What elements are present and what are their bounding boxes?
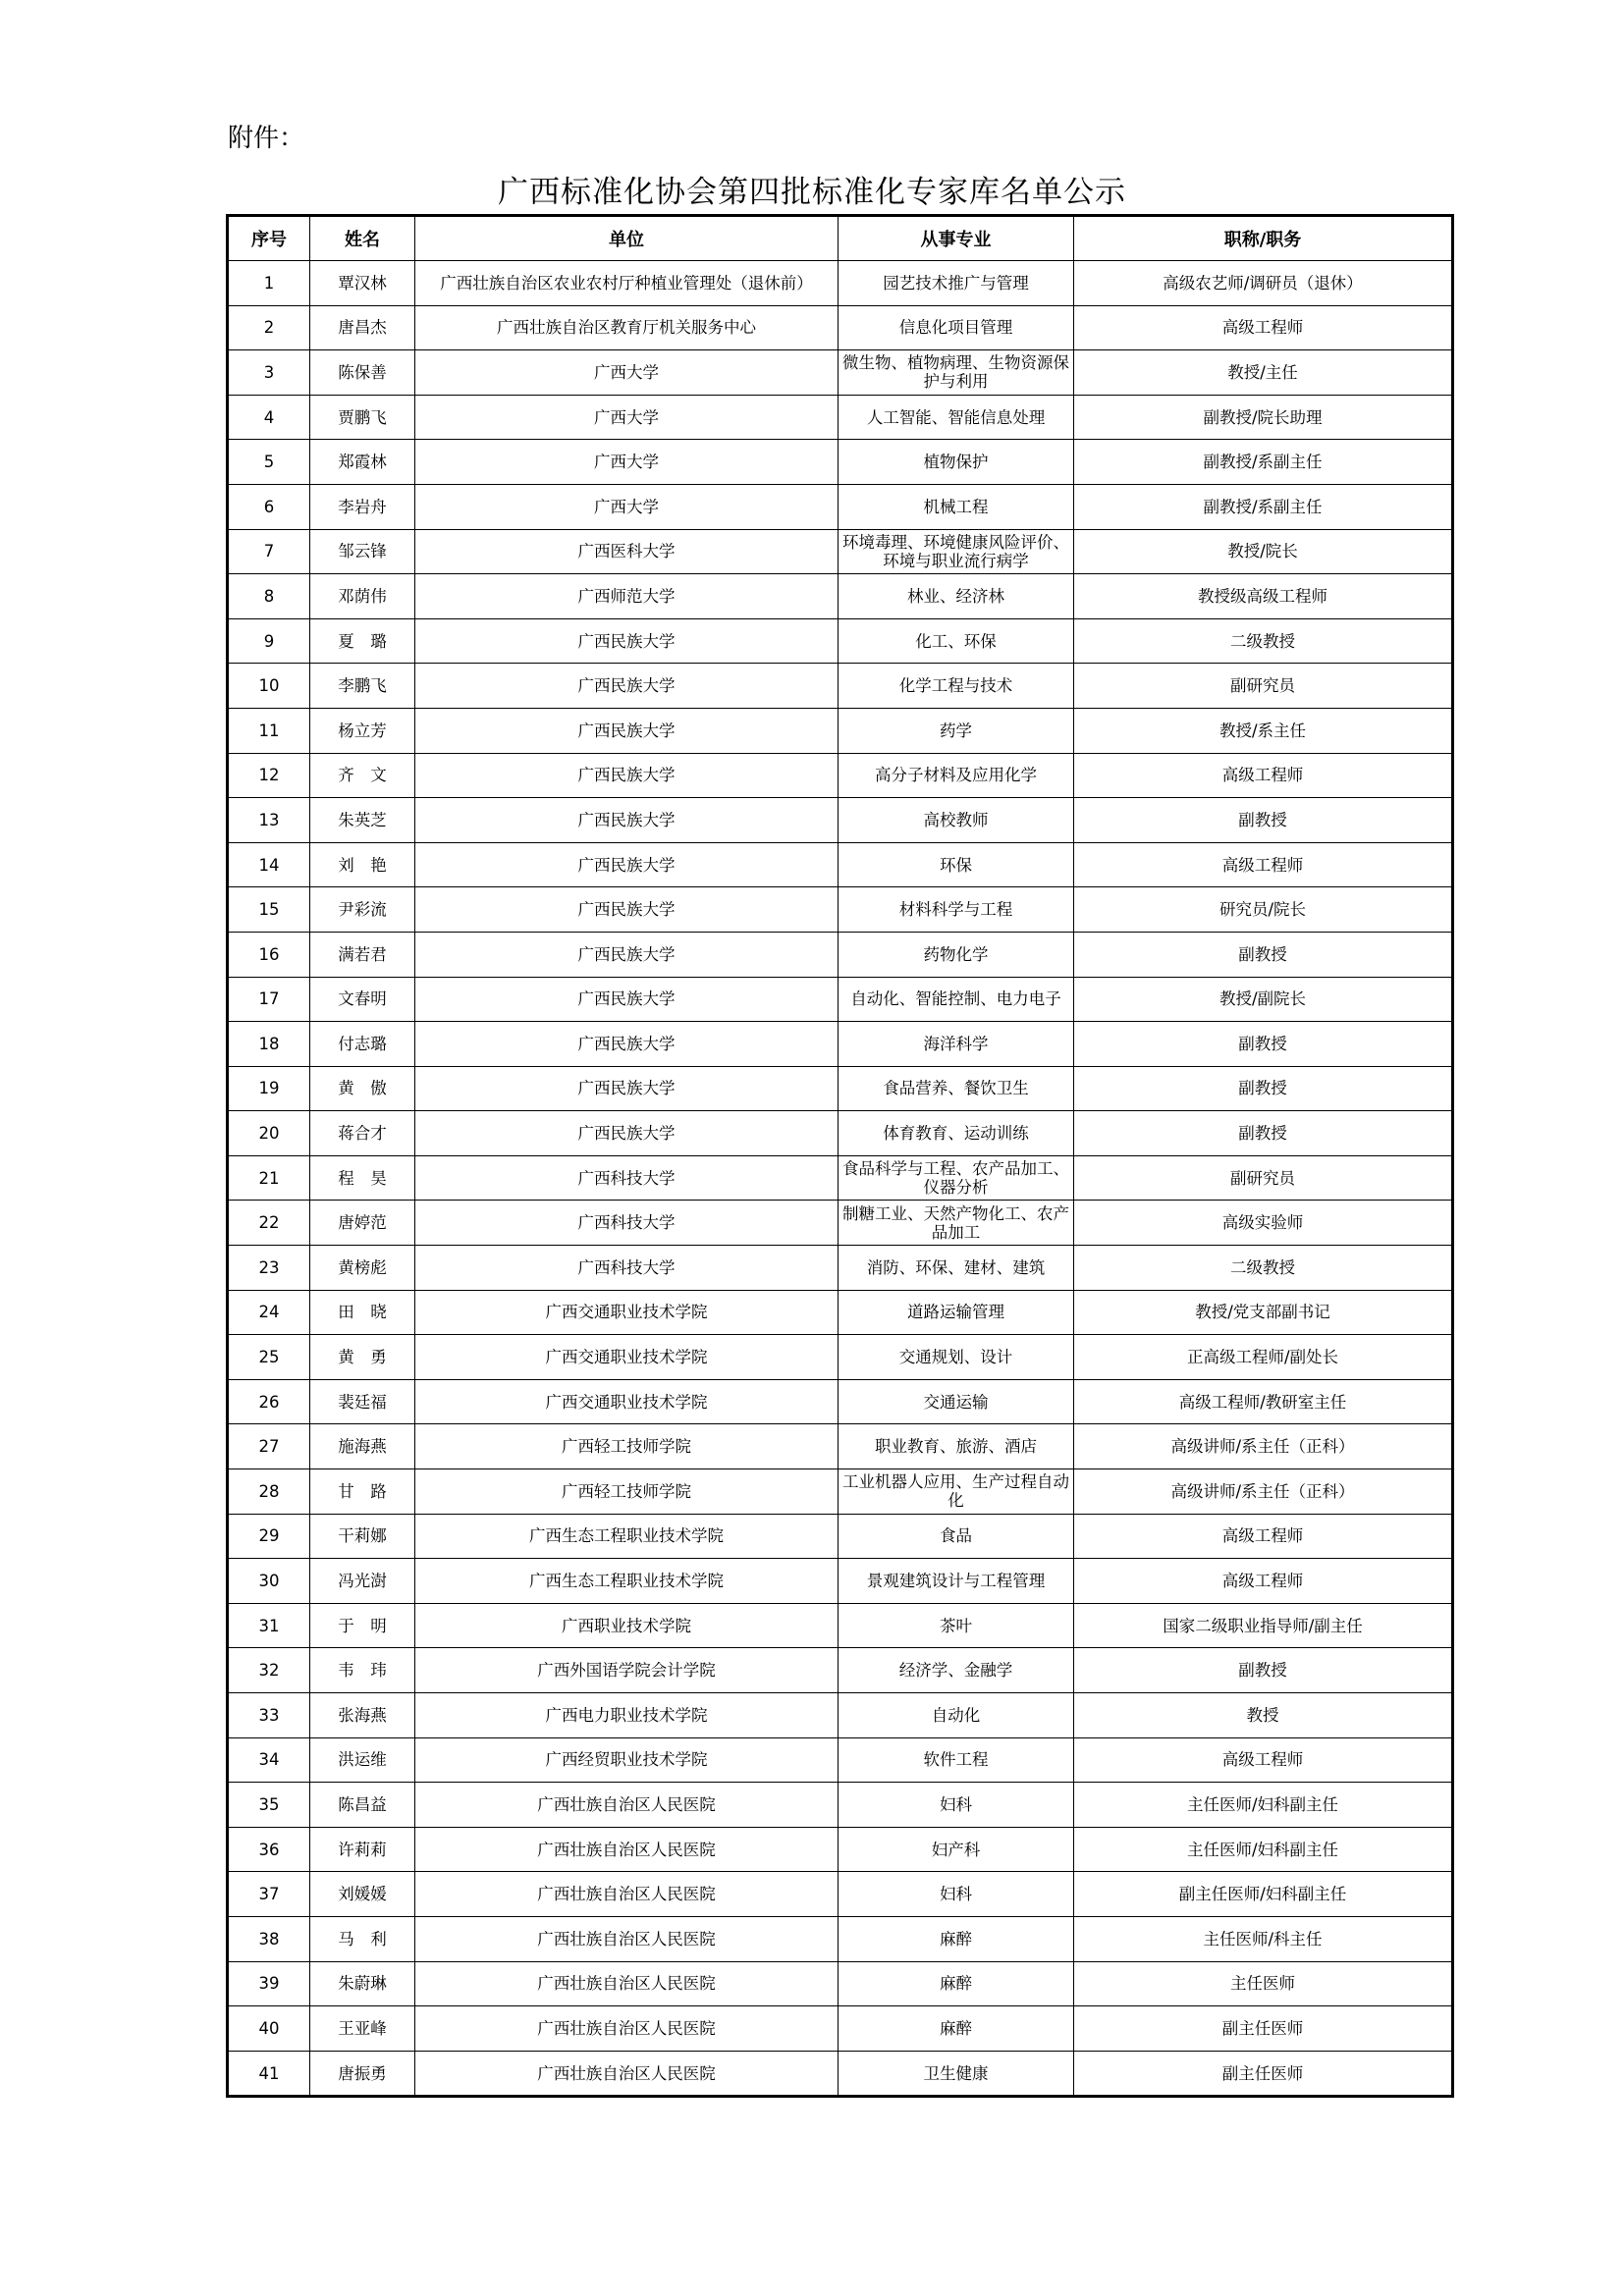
cell-index: 18 [228, 1022, 310, 1067]
cell-organization: 广西民族大学 [415, 977, 839, 1022]
cell-title-position: 二级教授 [1074, 1246, 1453, 1291]
cell-index: 22 [228, 1201, 310, 1246]
cell-title-position: 副研究员 [1074, 1155, 1453, 1201]
cell-name: 夏 璐 [310, 618, 415, 664]
cell-index: 9 [228, 618, 310, 664]
table-row [228, 529, 1453, 574]
cell-title-position: 副教授 [1074, 1022, 1453, 1067]
cell-specialty: 职业教育、旅游、酒店 [839, 1424, 1074, 1469]
header-index: 序号 [228, 216, 310, 261]
cell-index: 4 [228, 395, 310, 440]
cell-title-position: 教授/党支部副书记 [1074, 1290, 1453, 1335]
cell-organization: 广西壮族自治区人民医院 [415, 1783, 839, 1828]
cell-organization: 广西电力职业技术学院 [415, 1693, 839, 1738]
cell-name: 干莉娜 [310, 1514, 415, 1559]
cell-title-position: 高级工程师/教研室主任 [1074, 1379, 1453, 1424]
cell-organization: 广西科技大学 [415, 1155, 839, 1201]
table-row [228, 1066, 1453, 1111]
header-name: 姓名 [310, 216, 415, 261]
cell-name: 覃汉林 [310, 261, 415, 306]
cell-title-position: 高级工程师 [1074, 1559, 1453, 1604]
table-row [228, 1603, 1453, 1648]
cell-name: 李鹏飞 [310, 664, 415, 709]
cell-name: 齐 文 [310, 753, 415, 798]
cell-title-position: 主任医师/妇科副主任 [1074, 1783, 1453, 1828]
cell-organization: 广西壮族自治区教育厅机关服务中心 [415, 305, 839, 350]
table-row [228, 1022, 1453, 1067]
table-row [228, 932, 1453, 977]
table-row [228, 1155, 1453, 1201]
cell-specialty: 园艺技术推广与管理 [839, 261, 1074, 306]
cell-organization: 广西壮族自治区人民医院 [415, 1872, 839, 1917]
cell-title-position: 高级实验师 [1074, 1201, 1453, 1246]
header-title-position: 职称/职务 [1074, 216, 1453, 261]
cell-name: 文春明 [310, 977, 415, 1022]
cell-title-position: 高级讲师/系主任（正科） [1074, 1469, 1453, 1515]
cell-title-position: 副教授/系副主任 [1074, 440, 1453, 485]
cell-index: 2 [228, 305, 310, 350]
cell-name: 唐振勇 [310, 2051, 415, 2097]
cell-title-position: 副教授 [1074, 1648, 1453, 1693]
table-row [228, 1961, 1453, 2006]
cell-index: 33 [228, 1693, 310, 1738]
cell-name: 邓荫伟 [310, 574, 415, 619]
cell-title-position: 教授 [1074, 1693, 1453, 1738]
cell-index: 19 [228, 1066, 310, 1111]
cell-name: 郑霞林 [310, 440, 415, 485]
cell-index: 41 [228, 2051, 310, 2097]
cell-index: 36 [228, 1827, 310, 1872]
cell-specialty: 高校教师 [839, 798, 1074, 843]
cell-specialty: 工业机器人应用、生产过程自动化 [839, 1469, 1074, 1515]
cell-title-position: 高级工程师 [1074, 1737, 1453, 1783]
cell-index: 39 [228, 1961, 310, 2006]
table-row [228, 618, 1453, 664]
cell-index: 8 [228, 574, 310, 619]
table-header-row [228, 216, 1453, 261]
cell-title-position: 副主任医师/妇科副主任 [1074, 1872, 1453, 1917]
cell-index: 26 [228, 1379, 310, 1424]
cell-specialty: 人工智能、智能信息处理 [839, 395, 1074, 440]
cell-organization: 广西生态工程职业技术学院 [415, 1559, 839, 1604]
cell-specialty: 麻醉 [839, 2006, 1074, 2052]
cell-specialty: 化学工程与技术 [839, 664, 1074, 709]
table-row [228, 350, 1453, 396]
cell-index: 3 [228, 350, 310, 396]
cell-index: 21 [228, 1155, 310, 1201]
cell-index: 7 [228, 529, 310, 574]
cell-name: 陈昌益 [310, 1783, 415, 1828]
table-row [228, 440, 1453, 485]
cell-title-position: 高级工程师 [1074, 753, 1453, 798]
cell-title-position: 正高级工程师/副处长 [1074, 1335, 1453, 1380]
cell-organization: 广西民族大学 [415, 1022, 839, 1067]
cell-index: 23 [228, 1246, 310, 1291]
cell-specialty: 茶叶 [839, 1603, 1074, 1648]
cell-name: 朱蔚琳 [310, 1961, 415, 2006]
cell-specialty: 经济学、金融学 [839, 1648, 1074, 1693]
cell-title-position: 副教授 [1074, 932, 1453, 977]
cell-title-position: 副教授 [1074, 1111, 1453, 1156]
cell-name: 于 明 [310, 1603, 415, 1648]
cell-specialty: 麻醉 [839, 1961, 1074, 2006]
cell-name: 刘媛媛 [310, 1872, 415, 1917]
cell-organization: 广西壮族自治区人民医院 [415, 1827, 839, 1872]
table-row [228, 1335, 1453, 1380]
cell-name: 唐婷范 [310, 1201, 415, 1246]
cell-index: 6 [228, 484, 310, 529]
cell-index: 16 [228, 932, 310, 977]
cell-organization: 广西外国语学院会计学院 [415, 1648, 839, 1693]
cell-title-position: 教授/系主任 [1074, 708, 1453, 753]
table-row [228, 708, 1453, 753]
cell-organization: 广西科技大学 [415, 1246, 839, 1291]
cell-specialty: 道路运输管理 [839, 1290, 1074, 1335]
cell-title-position: 副教授/院长助理 [1074, 395, 1453, 440]
table-row [228, 842, 1453, 887]
cell-organization: 广西大学 [415, 350, 839, 396]
cell-organization: 广西大学 [415, 484, 839, 529]
cell-organization: 广西民族大学 [415, 798, 839, 843]
table-row [228, 1872, 1453, 1917]
cell-specialty: 食品 [839, 1514, 1074, 1559]
cell-name: 贾鹏飞 [310, 395, 415, 440]
cell-title-position: 二级教授 [1074, 618, 1453, 664]
cell-organization: 广西职业技术学院 [415, 1603, 839, 1648]
cell-index: 11 [228, 708, 310, 753]
cell-specialty: 妇科 [839, 1872, 1074, 1917]
cell-name: 许莉莉 [310, 1827, 415, 1872]
cell-organization: 广西生态工程职业技术学院 [415, 1514, 839, 1559]
cell-index: 24 [228, 1290, 310, 1335]
cell-title-position: 副主任医师 [1074, 2051, 1453, 2097]
cell-specialty: 卫生健康 [839, 2051, 1074, 2097]
cell-name: 满若君 [310, 932, 415, 977]
cell-index: 14 [228, 842, 310, 887]
table-row [228, 305, 1453, 350]
cell-organization: 广西民族大学 [415, 1111, 839, 1156]
cell-specialty: 麻醉 [839, 1916, 1074, 1961]
table-row [228, 1290, 1453, 1335]
cell-name: 王亚峰 [310, 2006, 415, 2052]
cell-title-position: 主任医师/科主任 [1074, 1916, 1453, 1961]
cell-index: 17 [228, 977, 310, 1022]
cell-specialty: 制糖工业、天然产物化工、农产品加工 [839, 1201, 1074, 1246]
cell-name: 冯光澍 [310, 1559, 415, 1604]
table-row [228, 1916, 1453, 1961]
cell-organization: 广西交通职业技术学院 [415, 1335, 839, 1380]
cell-specialty: 自动化 [839, 1693, 1074, 1738]
cell-name: 刘 艳 [310, 842, 415, 887]
expert-roster-table [226, 214, 1454, 2098]
cell-title-position: 研究员/院长 [1074, 887, 1453, 933]
cell-index: 34 [228, 1737, 310, 1783]
cell-title-position: 高级讲师/系主任（正科） [1074, 1424, 1453, 1469]
cell-name: 蒋合才 [310, 1111, 415, 1156]
cell-title-position: 副教授/系副主任 [1074, 484, 1453, 529]
cell-title-position: 主任医师/妇科副主任 [1074, 1827, 1453, 1872]
cell-title-position: 高级工程师 [1074, 842, 1453, 887]
cell-title-position: 主任医师 [1074, 1961, 1453, 2006]
cell-index: 12 [228, 753, 310, 798]
table-row [228, 574, 1453, 619]
cell-name: 尹彩流 [310, 887, 415, 933]
cell-organization: 广西大学 [415, 395, 839, 440]
header-specialty: 从事专业 [839, 216, 1074, 261]
cell-organization: 广西轻工技师学院 [415, 1424, 839, 1469]
cell-name: 韦 玮 [310, 1648, 415, 1693]
cell-title-position: 副研究员 [1074, 664, 1453, 709]
cell-organization: 广西民族大学 [415, 842, 839, 887]
cell-index: 5 [228, 440, 310, 485]
cell-index: 37 [228, 1872, 310, 1917]
cell-index: 1 [228, 261, 310, 306]
cell-name: 李岩舟 [310, 484, 415, 529]
cell-specialty: 植物保护 [839, 440, 1074, 485]
cell-name: 付志璐 [310, 1022, 415, 1067]
cell-specialty: 林业、经济林 [839, 574, 1074, 619]
table-row [228, 1693, 1453, 1738]
cell-name: 洪运维 [310, 1737, 415, 1783]
table-row [228, 1827, 1453, 1872]
cell-index: 13 [228, 798, 310, 843]
cell-index: 25 [228, 1335, 310, 1380]
cell-organization: 广西经贸职业技术学院 [415, 1737, 839, 1783]
cell-index: 10 [228, 664, 310, 709]
cell-specialty: 交通运输 [839, 1379, 1074, 1424]
table-row [228, 1559, 1453, 1604]
table-row [228, 1737, 1453, 1783]
cell-organization: 广西民族大学 [415, 887, 839, 933]
cell-organization: 广西民族大学 [415, 708, 839, 753]
cell-organization: 广西民族大学 [415, 1066, 839, 1111]
cell-specialty: 妇科 [839, 1783, 1074, 1828]
cell-title-position: 副教授 [1074, 1066, 1453, 1111]
cell-name: 唐昌杰 [310, 305, 415, 350]
cell-specialty: 交通规划、设计 [839, 1335, 1074, 1380]
cell-title-position: 教授/副院长 [1074, 977, 1453, 1022]
table-row [228, 2006, 1453, 2052]
cell-index: 35 [228, 1783, 310, 1828]
cell-title-position: 高级工程师 [1074, 305, 1453, 350]
table-row [228, 2051, 1453, 2097]
cell-title-position: 高级农艺师/调研员（退休） [1074, 261, 1453, 306]
attachment-label: 附件： [228, 124, 305, 153]
cell-organization: 广西医科大学 [415, 529, 839, 574]
cell-name: 陈保善 [310, 350, 415, 396]
cell-organization: 广西壮族自治区人民医院 [415, 1916, 839, 1961]
cell-name: 黄 傲 [310, 1066, 415, 1111]
table-row [228, 1783, 1453, 1828]
cell-organization: 广西交通职业技术学院 [415, 1379, 839, 1424]
cell-specialty: 化工、环保 [839, 618, 1074, 664]
table-row [228, 664, 1453, 709]
cell-specialty: 食品科学与工程、农产品加工、仪器分析 [839, 1155, 1074, 1201]
cell-title-position: 国家二级职业指导师/副主任 [1074, 1603, 1453, 1648]
table-row [228, 887, 1453, 933]
cell-index: 28 [228, 1469, 310, 1515]
cell-organization: 广西壮族自治区农业农村厅种植业管理处（退休前） [415, 261, 839, 306]
cell-name: 邹云锋 [310, 529, 415, 574]
cell-name: 裴廷福 [310, 1379, 415, 1424]
table-row [228, 1514, 1453, 1559]
cell-specialty: 景观建筑设计与工程管理 [839, 1559, 1074, 1604]
cell-index: 15 [228, 887, 310, 933]
cell-specialty: 药物化学 [839, 932, 1074, 977]
cell-specialty: 妇产科 [839, 1827, 1074, 1872]
cell-organization: 广西民族大学 [415, 618, 839, 664]
table-row [228, 798, 1453, 843]
cell-name: 黄榜彪 [310, 1246, 415, 1291]
cell-organization: 广西交通职业技术学院 [415, 1290, 839, 1335]
cell-name: 黄 勇 [310, 1335, 415, 1380]
cell-index: 20 [228, 1111, 310, 1156]
cell-organization: 广西大学 [415, 440, 839, 485]
cell-specialty: 药学 [839, 708, 1074, 753]
cell-specialty: 环境毒理、环境健康风险评价、环境与职业流行病学 [839, 529, 1074, 574]
cell-specialty: 信息化项目管理 [839, 305, 1074, 350]
table-row [228, 1424, 1453, 1469]
table-row [228, 484, 1453, 529]
cell-title-position: 教授级高级工程师 [1074, 574, 1453, 619]
cell-organization: 广西壮族自治区人民医院 [415, 1961, 839, 2006]
table-row [228, 753, 1453, 798]
cell-specialty: 海洋科学 [839, 1022, 1074, 1067]
table-row [228, 977, 1453, 1022]
table-body [228, 261, 1453, 2097]
cell-index: 29 [228, 1514, 310, 1559]
cell-organization: 广西民族大学 [415, 753, 839, 798]
table-row [228, 1246, 1453, 1291]
cell-index: 30 [228, 1559, 310, 1604]
cell-index: 40 [228, 2006, 310, 2052]
cell-organization: 广西民族大学 [415, 664, 839, 709]
cell-organization: 广西轻工技师学院 [415, 1469, 839, 1515]
cell-specialty: 材料科学与工程 [839, 887, 1074, 933]
header-organization: 单位 [415, 216, 839, 261]
table-row [228, 395, 1453, 440]
cell-index: 32 [228, 1648, 310, 1693]
cell-organization: 广西壮族自治区人民医院 [415, 2006, 839, 2052]
cell-organization: 广西壮族自治区人民医院 [415, 2051, 839, 2097]
cell-title-position: 副教授 [1074, 798, 1453, 843]
cell-index: 31 [228, 1603, 310, 1648]
cell-organization: 广西科技大学 [415, 1201, 839, 1246]
cell-specialty: 高分子材料及应用化学 [839, 753, 1074, 798]
cell-name: 张海燕 [310, 1693, 415, 1738]
cell-name: 程 昊 [310, 1155, 415, 1201]
cell-name: 马 利 [310, 1916, 415, 1961]
table-row [228, 1111, 1453, 1156]
table-row [228, 1201, 1453, 1246]
cell-title-position: 副主任医师 [1074, 2006, 1453, 2052]
cell-specialty: 食品营养、餐饮卫生 [839, 1066, 1074, 1111]
cell-index: 38 [228, 1916, 310, 1961]
cell-specialty: 消防、环保、建材、建筑 [839, 1246, 1074, 1291]
table-row [228, 1648, 1453, 1693]
cell-specialty: 自动化、智能控制、电力电子 [839, 977, 1074, 1022]
cell-specialty: 软件工程 [839, 1737, 1074, 1783]
table-row [228, 261, 1453, 306]
cell-title-position: 高级工程师 [1074, 1514, 1453, 1559]
cell-specialty: 体育教育、运动训练 [839, 1111, 1074, 1156]
table-row [228, 1379, 1453, 1424]
cell-organization: 广西民族大学 [415, 932, 839, 977]
cell-title-position: 教授/主任 [1074, 350, 1453, 396]
cell-index: 27 [228, 1424, 310, 1469]
cell-name: 施海燕 [310, 1424, 415, 1469]
cell-name: 甘 路 [310, 1469, 415, 1515]
cell-name: 杨立芳 [310, 708, 415, 753]
cell-name: 朱英芝 [310, 798, 415, 843]
cell-specialty: 环保 [839, 842, 1074, 887]
cell-title-position: 教授/院长 [1074, 529, 1453, 574]
cell-name: 田 晓 [310, 1290, 415, 1335]
table-row [228, 1469, 1453, 1515]
cell-specialty: 机械工程 [839, 484, 1074, 529]
cell-specialty: 微生物、植物病理、生物资源保护与利用 [839, 350, 1074, 396]
cell-organization: 广西师范大学 [415, 574, 839, 619]
document-title: 广西标准化协会第四批标准化专家库名单公示 [498, 175, 1126, 210]
